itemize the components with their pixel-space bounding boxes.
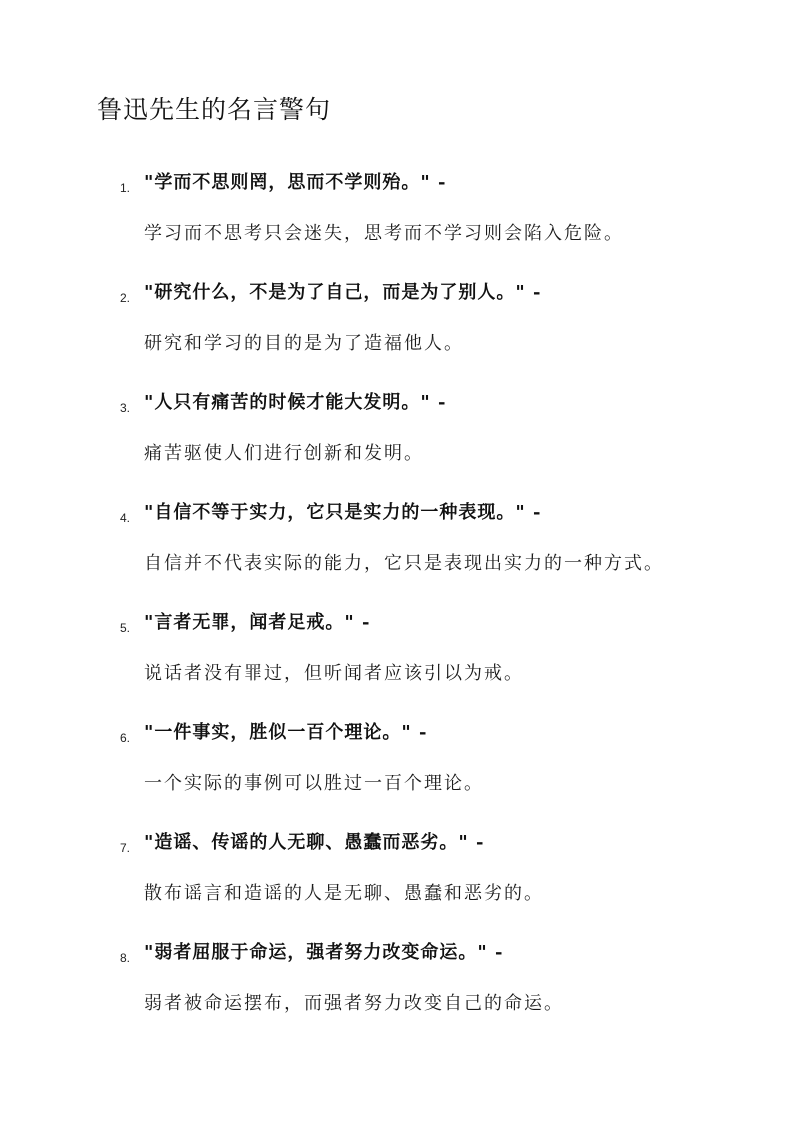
quote-item	[0, 277, 800, 387]
quote-text: "一件事实，胜似一百个理论。" -	[144, 722, 428, 743]
quote-item	[0, 937, 800, 1047]
quote-text: "研究什么，不是为了自己，而是为了别人。" -	[144, 282, 542, 303]
quote-text: "言者无罪，闻者足戒。" -	[144, 612, 371, 633]
quote-explanation: 弱者被命运摆布，而强者努力改变自己的命运。	[144, 993, 564, 1014]
quote-explanation: 说话者没有罪过，但听闻者应该引以为戒。	[144, 663, 524, 684]
quote-number: 6.	[120, 731, 131, 745]
quote-number: 5.	[120, 621, 131, 635]
quote-explanation: 自信并不代表实际的能力，它只是表现出实力的一种方式。	[144, 553, 664, 574]
quote-item	[0, 607, 800, 717]
quote-text: "学而不思则罔，思而不学则殆。" -	[144, 172, 447, 193]
quote-number: 4.	[120, 511, 131, 525]
quote-explanation: 学习而不思考只会迷失，思考而不学习则会陷入危险。	[144, 223, 624, 244]
quote-number: 1.	[120, 181, 131, 195]
quote-explanation: 痛苦驱使人们进行创新和发明。	[144, 443, 424, 464]
quote-item	[0, 717, 800, 827]
quote-item	[0, 497, 800, 607]
quote-text: "人只有痛苦的时候才能大发明。" -	[144, 392, 447, 413]
quote-explanation: 散布谣言和造谣的人是无聊、愚蠢和恶劣的。	[144, 883, 544, 904]
quote-text: "弱者屈服于命运，强者努力改变命运。" -	[144, 942, 504, 963]
quote-number: 2.	[120, 291, 131, 305]
quote-explanation: 一个实际的事例可以胜过一百个理论。	[144, 773, 484, 794]
quote-explanation: 研究和学习的目的是为了造福他人。	[144, 333, 464, 354]
quote-item	[0, 827, 800, 937]
document-title: 鲁迅先生的名言警句	[97, 95, 332, 124]
quote-list	[0, 167, 800, 1047]
quote-item	[0, 167, 800, 277]
quote-text: "自信不等于实力，它只是实力的一种表现。" -	[144, 502, 542, 523]
quote-text: "造谣、传谣的人无聊、愚蠢而恶劣。" -	[144, 832, 485, 853]
quote-number: 7.	[120, 841, 131, 855]
quote-number: 8.	[120, 951, 131, 965]
quote-item	[0, 387, 800, 497]
quote-number: 3.	[120, 401, 131, 415]
